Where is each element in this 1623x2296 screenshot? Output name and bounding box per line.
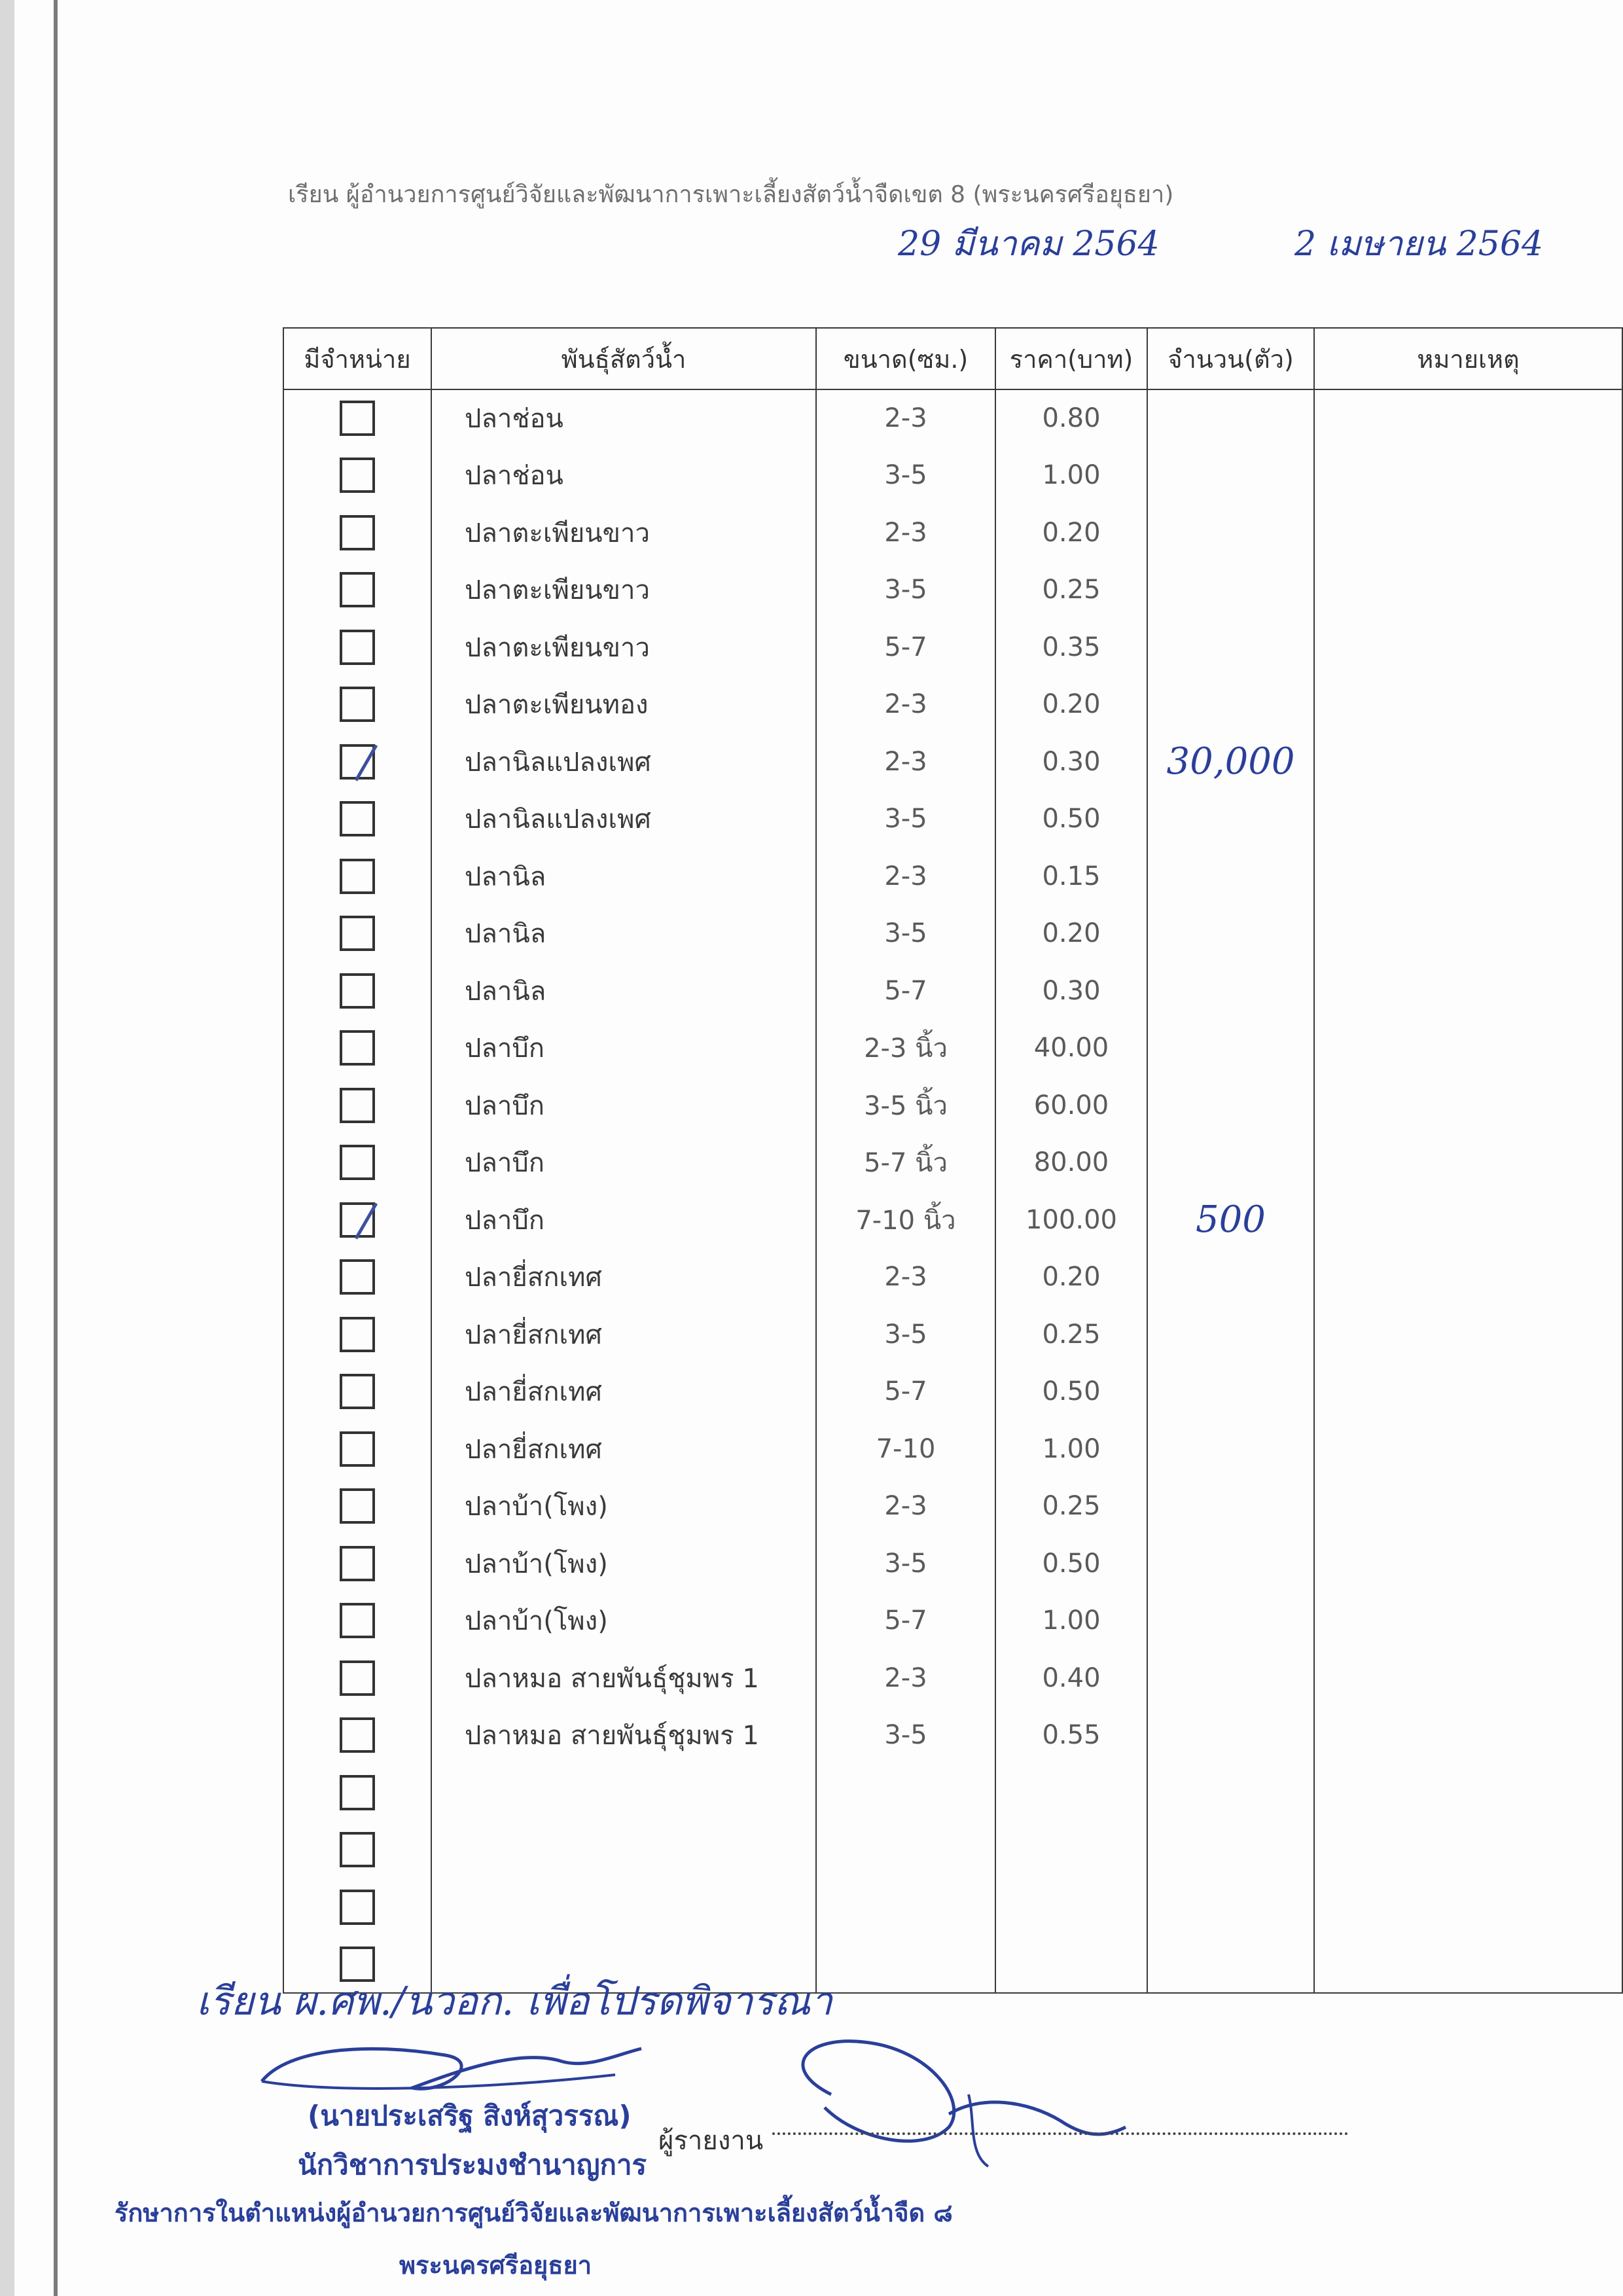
table-row	[283, 905, 1622, 963]
remarks-cell	[1314, 1134, 1622, 1192]
remarks-cell	[1314, 1420, 1622, 1478]
table-row	[283, 1535, 1622, 1592]
price-value: 1.00	[995, 447, 1147, 505]
price-value: 0.20	[995, 1249, 1147, 1306]
remarks-cell	[1314, 848, 1622, 905]
quantity-value	[1147, 1707, 1314, 1765]
available-checkbox[interactable]	[340, 801, 375, 836]
species-name: ปลาบึก	[431, 1077, 816, 1134]
species-name: ปลาช่อน	[431, 389, 816, 447]
available-checkbox[interactable]	[340, 1317, 375, 1352]
acting-position: รักษาการในตำแหน่งผู้อำนวยการศูนย์วิจัยและพัฒนาการเพาะเลี้ยงสัตว์น้ำจืด ๘	[115, 2198, 953, 2227]
available-cell	[283, 733, 431, 791]
available-cell	[283, 504, 431, 562]
price-value	[995, 1764, 1147, 1821]
size-value: 3-5 นิ้ว	[816, 1077, 995, 1134]
species-name: ปลาหมอ สายพันธุ์ชุมพร 1	[431, 1649, 816, 1707]
price-value: 0.55	[995, 1707, 1147, 1765]
available-cell	[283, 1020, 431, 1077]
species-name: ปลานิลแปลงเพศ	[431, 791, 816, 848]
signature-reporter	[753, 2029, 1132, 2173]
header-quantity: จำนวน(ตัว)	[1147, 328, 1314, 389]
remarks-cell	[1314, 619, 1622, 676]
size-value: 3-5	[816, 447, 995, 505]
quantity-value	[1147, 1363, 1314, 1421]
table-row	[283, 1878, 1622, 1936]
price-value: 0.80	[995, 389, 1147, 447]
species-name: ปลาตะเพียนขาว	[431, 504, 816, 562]
size-value: 2-3	[816, 389, 995, 447]
available-checkbox[interactable]	[340, 1890, 375, 1925]
price-value: 0.30	[995, 733, 1147, 791]
available-checkbox[interactable]	[340, 1145, 375, 1180]
available-cell	[283, 1535, 431, 1592]
species-name: ปลายี่สกเทศ	[431, 1363, 816, 1421]
available-cell	[283, 1249, 431, 1306]
price-value: 0.15	[995, 848, 1147, 905]
size-value: 3-5	[816, 1535, 995, 1592]
quantity-value	[1147, 848, 1314, 905]
available-checkbox[interactable]	[340, 916, 375, 951]
table-row	[283, 504, 1622, 562]
remarks-cell	[1314, 1707, 1622, 1765]
remarks-cell	[1314, 1649, 1622, 1707]
available-checkbox[interactable]	[340, 1546, 375, 1581]
header-price: ราคา(บาท)	[995, 328, 1147, 389]
size-value: 2-3 นิ้ว	[816, 1020, 995, 1077]
remarks-cell	[1314, 791, 1622, 848]
remarks-cell	[1314, 905, 1622, 963]
quantity-value	[1147, 619, 1314, 676]
quantity-value	[1147, 1535, 1314, 1592]
scan-border-line	[54, 0, 58, 2296]
quantity-value	[1147, 1592, 1314, 1650]
table-row	[283, 733, 1622, 791]
price-value: 0.20	[995, 905, 1147, 963]
date-from-handwritten: 29 มีนาคม 2564	[898, 224, 1160, 264]
available-checkbox[interactable]	[340, 1030, 375, 1066]
quantity-value	[1147, 1936, 1314, 1994]
price-value: 1.00	[995, 1592, 1147, 1650]
available-cell	[283, 619, 431, 676]
table-row	[283, 1191, 1622, 1249]
available-checkbox[interactable]	[340, 1717, 375, 1753]
quantity-value: 30,000	[1147, 733, 1314, 791]
available-checkbox[interactable]	[340, 1088, 375, 1123]
header-available: มีจำหน่าย	[283, 328, 431, 389]
available-checkbox[interactable]	[340, 1374, 375, 1409]
available-checkbox[interactable]	[340, 744, 375, 780]
table-row	[283, 1363, 1622, 1421]
quantity-value	[1147, 1077, 1314, 1134]
table-row	[283, 962, 1622, 1020]
price-value: 40.00	[995, 1020, 1147, 1077]
available-cell	[283, 1363, 431, 1421]
remarks-cell	[1314, 1077, 1622, 1134]
size-value: 3-5	[816, 1306, 995, 1363]
price-value	[995, 1936, 1147, 1994]
quantity-value	[1147, 791, 1314, 848]
available-cell	[283, 1478, 431, 1535]
available-cell	[283, 962, 431, 1020]
table-row	[283, 1764, 1622, 1821]
available-cell	[283, 1077, 431, 1134]
available-checkbox[interactable]	[340, 1832, 375, 1867]
available-checkbox[interactable]	[340, 1488, 375, 1524]
available-cell	[283, 848, 431, 905]
size-value: 2-3	[816, 504, 995, 562]
size-value: 2-3	[816, 1249, 995, 1306]
species-name: ปลานิล	[431, 962, 816, 1020]
available-cell	[283, 1191, 431, 1249]
quantity-value	[1147, 905, 1314, 963]
quantity-value	[1147, 1306, 1314, 1363]
price-value: 0.40	[995, 1649, 1147, 1707]
size-value: 3-5	[816, 1707, 995, 1765]
table-row	[283, 1134, 1622, 1192]
available-checkbox[interactable]	[340, 515, 375, 550]
price-value: 0.20	[995, 676, 1147, 734]
available-cell	[283, 791, 431, 848]
handwritten-forward-note: เรียน ผ.ศพ./นวอก. เพื่อโปรดพิจารณา	[196, 1979, 832, 2024]
quantity-value	[1147, 1249, 1314, 1306]
table-row	[283, 1420, 1622, 1478]
available-cell	[283, 676, 431, 734]
species-name: ปลานิล	[431, 905, 816, 963]
reporter-label: ผู้รายงาน	[658, 2126, 764, 2156]
fish-stock-table	[283, 327, 1623, 1994]
quantity-value	[1147, 1478, 1314, 1535]
scan-edge	[0, 0, 14, 2296]
table-row	[283, 1707, 1622, 1765]
size-value: 5-7 นิ้ว	[816, 1134, 995, 1192]
table-row	[283, 1249, 1622, 1306]
size-value: 2-3	[816, 1478, 995, 1535]
available-cell	[283, 1134, 431, 1192]
remarks-cell	[1314, 504, 1622, 562]
available-cell	[283, 1592, 431, 1650]
size-value: 5-7	[816, 962, 995, 1020]
reporter-signature-line	[772, 2113, 1348, 2135]
quantity-value	[1147, 1649, 1314, 1707]
quantity-value	[1147, 676, 1314, 734]
available-cell	[283, 1649, 431, 1707]
table-row	[283, 1592, 1622, 1650]
size-value	[816, 1936, 995, 1994]
remarks-cell	[1314, 447, 1622, 505]
available-cell	[283, 905, 431, 963]
header-species: พันธุ์สัตว์น้ำ	[431, 328, 816, 389]
size-value	[816, 1878, 995, 1936]
species-name: ปลาบ้า(โพง)	[431, 1478, 816, 1535]
quantity-value	[1147, 1878, 1314, 1936]
price-value	[995, 1821, 1147, 1879]
remarks-cell	[1314, 962, 1622, 1020]
price-value: 0.25	[995, 1306, 1147, 1363]
species-name: ปลาตะเพียนขาว	[431, 619, 816, 676]
price-value: 0.25	[995, 562, 1147, 619]
quantity-value	[1147, 962, 1314, 1020]
size-value: 2-3	[816, 733, 995, 791]
price-value: 0.20	[995, 504, 1147, 562]
quantity-value: 500	[1147, 1191, 1314, 1249]
species-name: ปลาบึก	[431, 1020, 816, 1077]
size-value: 2-3	[816, 848, 995, 905]
price-value: 0.50	[995, 1363, 1147, 1421]
available-cell	[283, 562, 431, 619]
price-value: 1.00	[995, 1420, 1147, 1478]
size-value	[816, 1821, 995, 1879]
remarks-cell	[1314, 1306, 1622, 1363]
available-checkbox[interactable]	[340, 1259, 375, 1295]
available-cell	[283, 1821, 431, 1879]
price-value: 0.25	[995, 1478, 1147, 1535]
available-checkbox[interactable]	[340, 401, 375, 436]
species-name	[431, 1821, 816, 1879]
available-checkbox[interactable]	[340, 630, 375, 665]
header-size: ขนาด(ซม.)	[816, 328, 995, 389]
size-value: 5-7	[816, 1592, 995, 1650]
table-row	[283, 389, 1622, 447]
remarks-cell	[1314, 733, 1622, 791]
remarks-cell	[1314, 1478, 1622, 1535]
remarks-cell	[1314, 1936, 1622, 1994]
price-value: 0.30	[995, 962, 1147, 1020]
available-cell	[283, 1707, 431, 1765]
size-value: 7-10	[816, 1420, 995, 1478]
table-row	[283, 447, 1622, 505]
size-value: 3-5	[816, 905, 995, 963]
quantity-value	[1147, 1020, 1314, 1077]
species-name: ปลายี่สกเทศ	[431, 1249, 816, 1306]
quantity-value	[1147, 1764, 1314, 1821]
available-cell	[283, 1764, 431, 1821]
available-checkbox[interactable]	[340, 1431, 375, 1467]
date-to-handwritten: 2 เมษายน 2564	[1294, 224, 1544, 264]
size-value: 2-3	[816, 1649, 995, 1707]
available-checkbox[interactable]	[340, 1603, 375, 1638]
table-row	[283, 1649, 1622, 1707]
table-row	[283, 1020, 1622, 1077]
price-value	[995, 1878, 1147, 1936]
species-name: ปลาบ้า(โพง)	[431, 1535, 816, 1592]
remarks-cell	[1314, 676, 1622, 734]
species-name: ปลาหมอ สายพันธุ์ชุมพร 1	[431, 1707, 816, 1765]
size-value: 7-10 นิ้ว	[816, 1191, 995, 1249]
price-value: 0.50	[995, 1535, 1147, 1592]
species-name: ปลาบึก	[431, 1134, 816, 1192]
size-value: 5-7	[816, 619, 995, 676]
table-row	[283, 791, 1622, 848]
size-value: 3-5	[816, 791, 995, 848]
quantity-value	[1147, 562, 1314, 619]
available-checkbox[interactable]	[340, 1660, 375, 1696]
available-cell	[283, 389, 431, 447]
header-remarks: หมายเหตุ	[1314, 328, 1622, 389]
species-name: ปลายี่สกเทศ	[431, 1306, 816, 1363]
signer-position: นักวิชาการประมงชำนาญการ	[298, 2149, 647, 2181]
size-value: 5-7	[816, 1363, 995, 1421]
available-cell	[283, 1420, 431, 1478]
quantity-value	[1147, 504, 1314, 562]
price-value: 100.00	[995, 1191, 1147, 1249]
table-row	[283, 1077, 1622, 1134]
species-name: ปลานิลแปลงเพศ	[431, 733, 816, 791]
available-checkbox[interactable]	[340, 457, 375, 493]
available-checkbox[interactable]	[340, 687, 375, 722]
available-cell	[283, 447, 431, 505]
remarks-cell	[1314, 1191, 1622, 1249]
table-row	[283, 562, 1622, 619]
table-header-row	[283, 328, 1622, 389]
quantity-value	[1147, 1420, 1314, 1478]
species-name: ปลาบ้า(โพง)	[431, 1592, 816, 1650]
available-checkbox[interactable]	[340, 973, 375, 1009]
size-value	[816, 1764, 995, 1821]
remarks-cell	[1314, 1249, 1622, 1306]
available-cell	[283, 1306, 431, 1363]
acting-place: พระนครศรีอยุธยา	[399, 2251, 592, 2280]
quantity-value	[1147, 1821, 1314, 1879]
available-checkbox[interactable]	[340, 1775, 375, 1810]
species-name: ปลายี่สกเทศ	[431, 1420, 816, 1478]
available-cell	[283, 1878, 431, 1936]
species-name	[431, 1878, 816, 1936]
quantity-value	[1147, 1134, 1314, 1192]
species-name: ปลานิล	[431, 848, 816, 905]
price-value: 60.00	[995, 1077, 1147, 1134]
species-name	[431, 1764, 816, 1821]
size-value: 3-5	[816, 562, 995, 619]
table-row	[283, 848, 1622, 905]
remarks-cell	[1314, 1020, 1622, 1077]
species-name: ปลาตะเพียนทอง	[431, 676, 816, 734]
available-checkbox[interactable]	[340, 859, 375, 894]
remarks-cell	[1314, 1535, 1622, 1592]
remarks-cell	[1314, 562, 1622, 619]
table-row	[283, 1306, 1622, 1363]
price-value: 0.50	[995, 791, 1147, 848]
remarks-cell	[1314, 1363, 1622, 1421]
remarks-cell	[1314, 1764, 1622, 1821]
price-value: 0.35	[995, 619, 1147, 676]
table-row	[283, 676, 1622, 734]
species-name: ปลาบึก	[431, 1191, 816, 1249]
signer-name: (นายประเสริฐ สิงห์สุวรรณ)	[308, 2100, 632, 2132]
quantity-value	[1147, 447, 1314, 505]
species-name: ปลาช่อน	[431, 447, 816, 505]
quantity-value	[1147, 389, 1314, 447]
table-row	[283, 1821, 1622, 1879]
species-name: ปลาตะเพียนขาว	[431, 562, 816, 619]
table-row	[283, 619, 1622, 676]
addressee-line: เรียน ผู้อำนวยการศูนย์วิจัยและพัฒนาการเพาะเลี้ยงสัตว์น้ำจืดเขต 8 (พระนครศรีอยุธยา)	[288, 181, 1174, 208]
available-checkbox[interactable]	[340, 1202, 375, 1238]
size-value: 2-3	[816, 676, 995, 734]
remarks-cell	[1314, 1878, 1622, 1936]
remarks-cell	[1314, 389, 1622, 447]
remarks-cell	[1314, 1821, 1622, 1879]
remarks-cell	[1314, 1592, 1622, 1650]
available-checkbox[interactable]	[340, 572, 375, 607]
price-value: 80.00	[995, 1134, 1147, 1192]
table-row	[283, 1478, 1622, 1535]
